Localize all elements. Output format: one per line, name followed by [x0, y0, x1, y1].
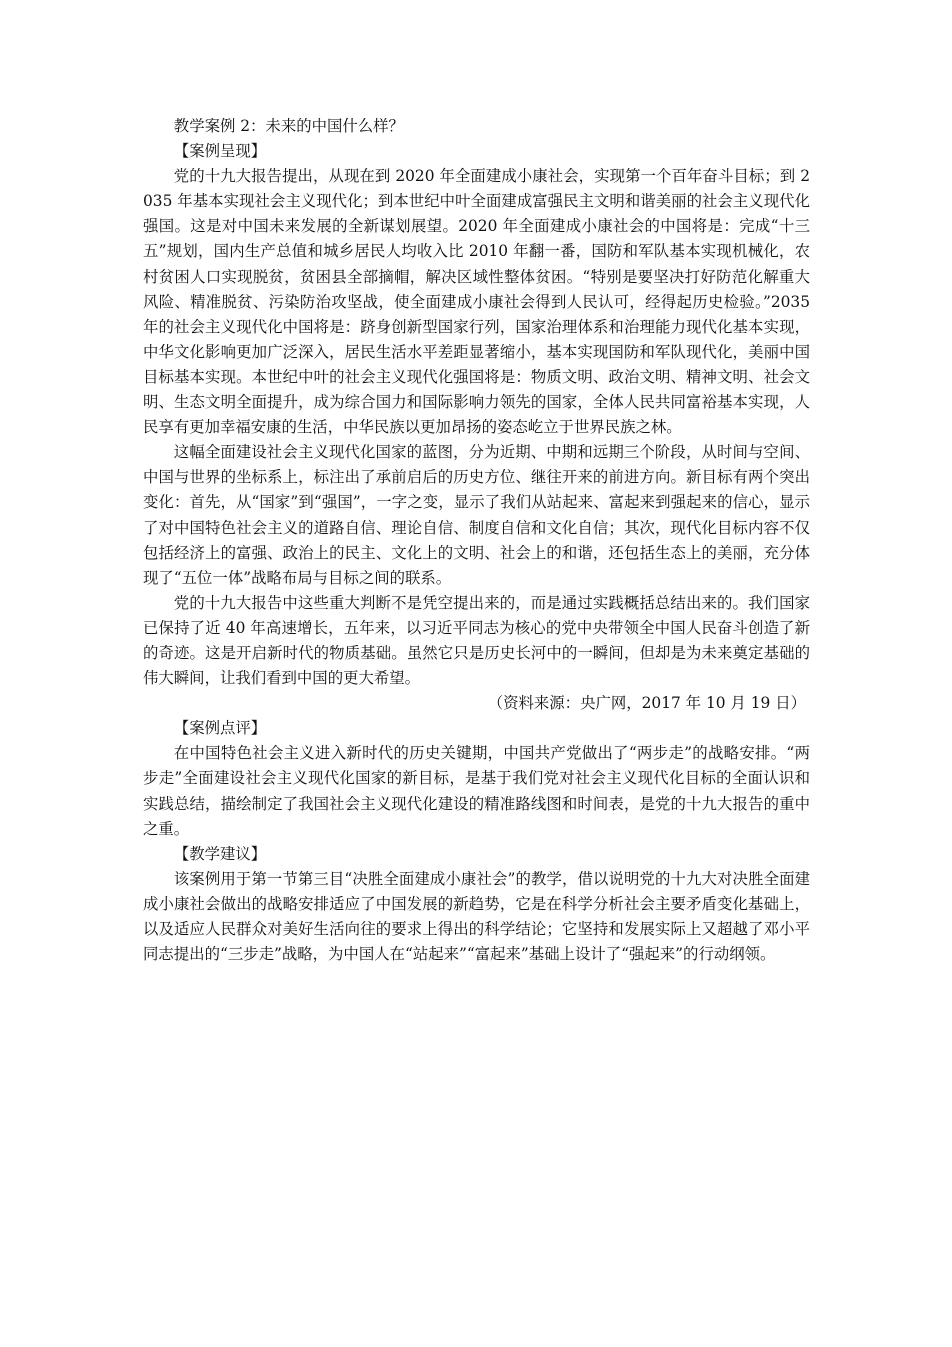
presentation-paragraph-3: 党的十九大报告中这些重大判断不是凭空提出来的，而是通过实践概括总结出来的。我们国家已保持了近 40 年高速增长，五年来，以习近平同志为核心的党中央带领全中国人民奋斗创造了新的奇迹。这是开启新时代的物质基础。虽然它只是历史长河中的一瞬间，但却是为未来奠定基础的伟大瞬间，让我们看到中国的更大希望。 [143, 593, 810, 688]
section-heading-suggestion: 【教学建议】 [173, 844, 267, 863]
presentation-paragraph-1: 党的十九大报告提出，从现在到 2020 年全面建成小康社会，实现第一个百年奋斗目标；到 2035 年基本实现社会主义现代化；到本世纪中叶全面建成富强民主文明和谐美丽的社会主义现代化强国。这是对中国未来发展的全新谋划展望。2020 年全面建成小康社会的中国将是：完成“十三五”规划，国内生产总值和城乡居民人均收入比 2010 年翻一番，国防和军队基本实现机械化，农村贫困人口实现脱贫，贫困县全部摘帽，解决区域性整体贫困。“特别是要坚决打好防范化解重大风险、精准脱贫、污染防治攻坚战，使全面建成小康社会得到人民认可，经得起历史检验。”2035 年的社会主义现代化中国将是：跻身创新型国家行列，国家治理体系和治理能力现代化基本实现，中华文化影响更加广泛深入，居民生活水平差距显著缩小，基本实现国防和军队现代化，美丽中国目标基本实现。本世纪中叶的社会主义现代化强国将是：物质文明、政治文明、精神文明、社会文明、生态文明全面提升，成为综合国力和国际影响力领先的国家，全体人民共同富裕基本实现，人民享有更加幸福安康的生活，中华民族以更加昂扬的姿态屹立于世界民族之林。 [143, 167, 810, 437]
section-heading-comment: 【案例点评】 [173, 719, 267, 738]
document-page [143, 114, 810, 967]
section-heading-presentation: 【案例呈现】 [173, 142, 267, 161]
source-note: （资料来源：央广网，2017 年 10 月 19 日） [487, 694, 806, 713]
comment-paragraph: 在中国特色社会主义进入新时代的历史关键期，中国共产党做出了“两步走”的战略安排。“两步走”全面建设社会主义现代化国家的新目标，是基于我们党对社会主义现代化目标的全面认识和实践总结，描绘制定了我国社会主义现代化建设的精准路线图和时间表，是党的十九大报告的重中之重。 [143, 744, 810, 838]
presentation-paragraph-2: 这幅全面建设社会主义现代化国家的蓝图，分为近期、中期和远期三个阶段，从时间与空间、中国与世界的坐标系上，标注出了承前启后的历史方位、继往开来的前进方向。新目标有两个突出变化：首先，从“国家”到“强国”，一字之变，显示了我们从站起来、富起来到强起来的信心，显示了对中国特色社会主义的道路自信、理论自信、制度自信和文化自信；其次，现代化目标内容不仅包括经济上的富强、政治上的民主、文化上的文明、社会上的和谐，还包括生态上的美丽，充分体现了“五位一体”战略布局与目标之间的联系。 [143, 443, 810, 587]
case-title: 教学案例 2：未来的中国什么样？ [173, 117, 404, 135]
suggestion-paragraph: 该案例用于第一节第三目“决胜全面建成小康社会”的教学，借以说明党的十九大对决胜全面建成小康社会做出的战略安排适应了中国发展的新趋势，它是在科学分析社会主要矛盾变化基础上，以及适应人民群众对美好生活向往的要求上得出的科学结论；它坚持和发展实际上又超越了邓小平同志提出的“三步走”战略，为中国人在“站起来”“富起来”基础上设计了“强起来”的行动纲领。 [143, 869, 810, 964]
